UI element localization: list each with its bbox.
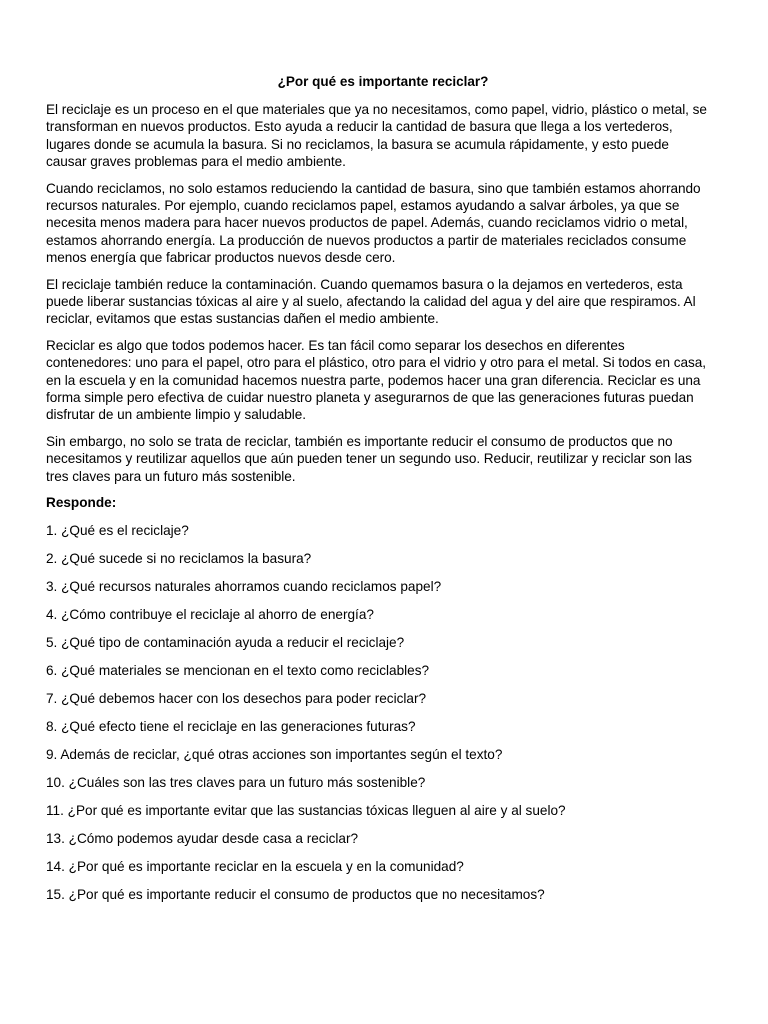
question-item: 13. ¿Cómo podemos ayudar desde casa a reciclar? (46, 830, 359, 846)
paragraph-line: forma simple pero efectiva de cuidar nuestro planeta y asegurarnos de que las generaciones futuras puedan (46, 389, 694, 405)
body-paragraph (46, 180, 726, 266)
paragraph-line: Cuando reciclamos, no solo estamos reduciendo la cantidad de basura, sino que también estamos ahorrando (46, 180, 701, 196)
paragraph-line: El reciclaje también reduce la contaminación. Cuando quemamos basura o la dejamos en vertederos, esta (46, 276, 683, 292)
paragraph-line: lugares donde se acumula la basura. Si no reciclamos, la basura se acumula rápidamente, y esto puede (46, 136, 669, 152)
paragraph-line: estamos ahorrando energía. La producción de nuevos productos a partir de materiales reciclados consume (46, 232, 687, 248)
paragraph-line: contenedores: uno para el papel, otro para el plástico, otro para el vidrio y otro para el metal. Si todos en casa, (46, 355, 706, 371)
question-list (46, 522, 726, 903)
paragraph-line: menos energía que fabricar productos nuevos desde cero. (46, 249, 396, 265)
question-item: 14. ¿Por qué es importante reciclar en la escuela y en la comunidad? (46, 858, 464, 874)
question-item: 1. ¿Qué es el reciclaje? (46, 522, 189, 538)
paragraph-line: Reciclar es algo que todos podemos hacer. Es tan fácil como separar los desechos en diferentes (46, 338, 625, 354)
paragraph-line: tres claves para un futuro más sostenible. (46, 468, 296, 484)
document-content (46, 73, 726, 914)
question-item: 2. ¿Qué sucede si no reciclamos la basura? (46, 550, 312, 566)
paragraph-line: en la escuela y en la comunidad hacemos nuestra parte, podemos hacer una gran diferencia. Reciclar es una (46, 372, 701, 388)
body-paragraph (46, 101, 726, 170)
paragraph-line: puede liberar sustancias tóxicas al aire y al suelo, afectando la calidad del agua y del aire que respiramos. Al (46, 293, 696, 309)
question-item: 3. ¿Qué recursos naturales ahorramos cuando reciclamos papel? (46, 578, 442, 594)
document-title: ¿Por qué es importante reciclar? (277, 74, 489, 89)
paragraph-line: transforman en nuevos productos. Esto ayuda a reducir la cantidad de basura que llega a los vertederos, (46, 119, 673, 135)
body-paragraph (46, 276, 726, 328)
paragraph-line: causar graves problemas para el medio ambiente. (46, 153, 346, 169)
paragraph-line: disfrutar de un ambiente limpio y saludable. (46, 407, 307, 423)
question-item: 8. ¿Qué efecto tiene el reciclaje en las generaciones futuras? (46, 718, 416, 734)
question-item: 7. ¿Qué debemos hacer con los desechos para poder reciclar? (46, 690, 427, 706)
body-paragraph (46, 337, 726, 423)
paragraph-line: Sin embargo, no solo se trata de reciclar, también es importante reducir el consumo de productos que no (46, 434, 673, 450)
body-paragraph (46, 433, 726, 485)
paragraph-line: El reciclaje es un proceso en el que materiales que ya no necesitamos, como papel, vidrio, plástico o metal, se (46, 102, 707, 117)
question-item: 6. ¿Qué materiales se mencionan en el texto como reciclables? (46, 662, 430, 678)
body-paragraphs (46, 101, 726, 485)
question-item: 10. ¿Cuáles son las tres claves para un futuro más sostenible? (46, 774, 426, 790)
respond-heading: Responde: (46, 495, 117, 511)
paragraph-line: necesitamos y reutilizar aquellos que aún pueden tener un segundo uso. Reducir, reutilizar y reciclar son las (46, 451, 692, 467)
paragraph-line: reciclar, evitamos que estas sustancias dañen el medio ambiente. (46, 311, 439, 327)
question-item: 9. Además de reciclar, ¿qué otras acciones son importantes según el texto? (46, 746, 503, 762)
question-item: 11. ¿Por qué es importante evitar que las sustancias tóxicas lleguen al aire y al suelo? (46, 802, 566, 818)
paragraph-line: necesita menos madera para hacer nuevos productos de papel. Además, cuando reciclamos vidrio o metal, (46, 215, 688, 231)
question-item: 15. ¿Por qué es importante reducir el consumo de productos que no necesitamos? (46, 886, 545, 902)
question-item: 4. ¿Cómo contribuye el reciclaje al ahorro de energía? (46, 606, 374, 622)
paragraph-line: recursos naturales. Por ejemplo, cuando reciclamos papel, estamos ayudando a salvar árboles, ya que se (46, 197, 680, 213)
question-item: 5. ¿Qué tipo de contaminación ayuda a reducir el reciclaje? (46, 634, 405, 650)
